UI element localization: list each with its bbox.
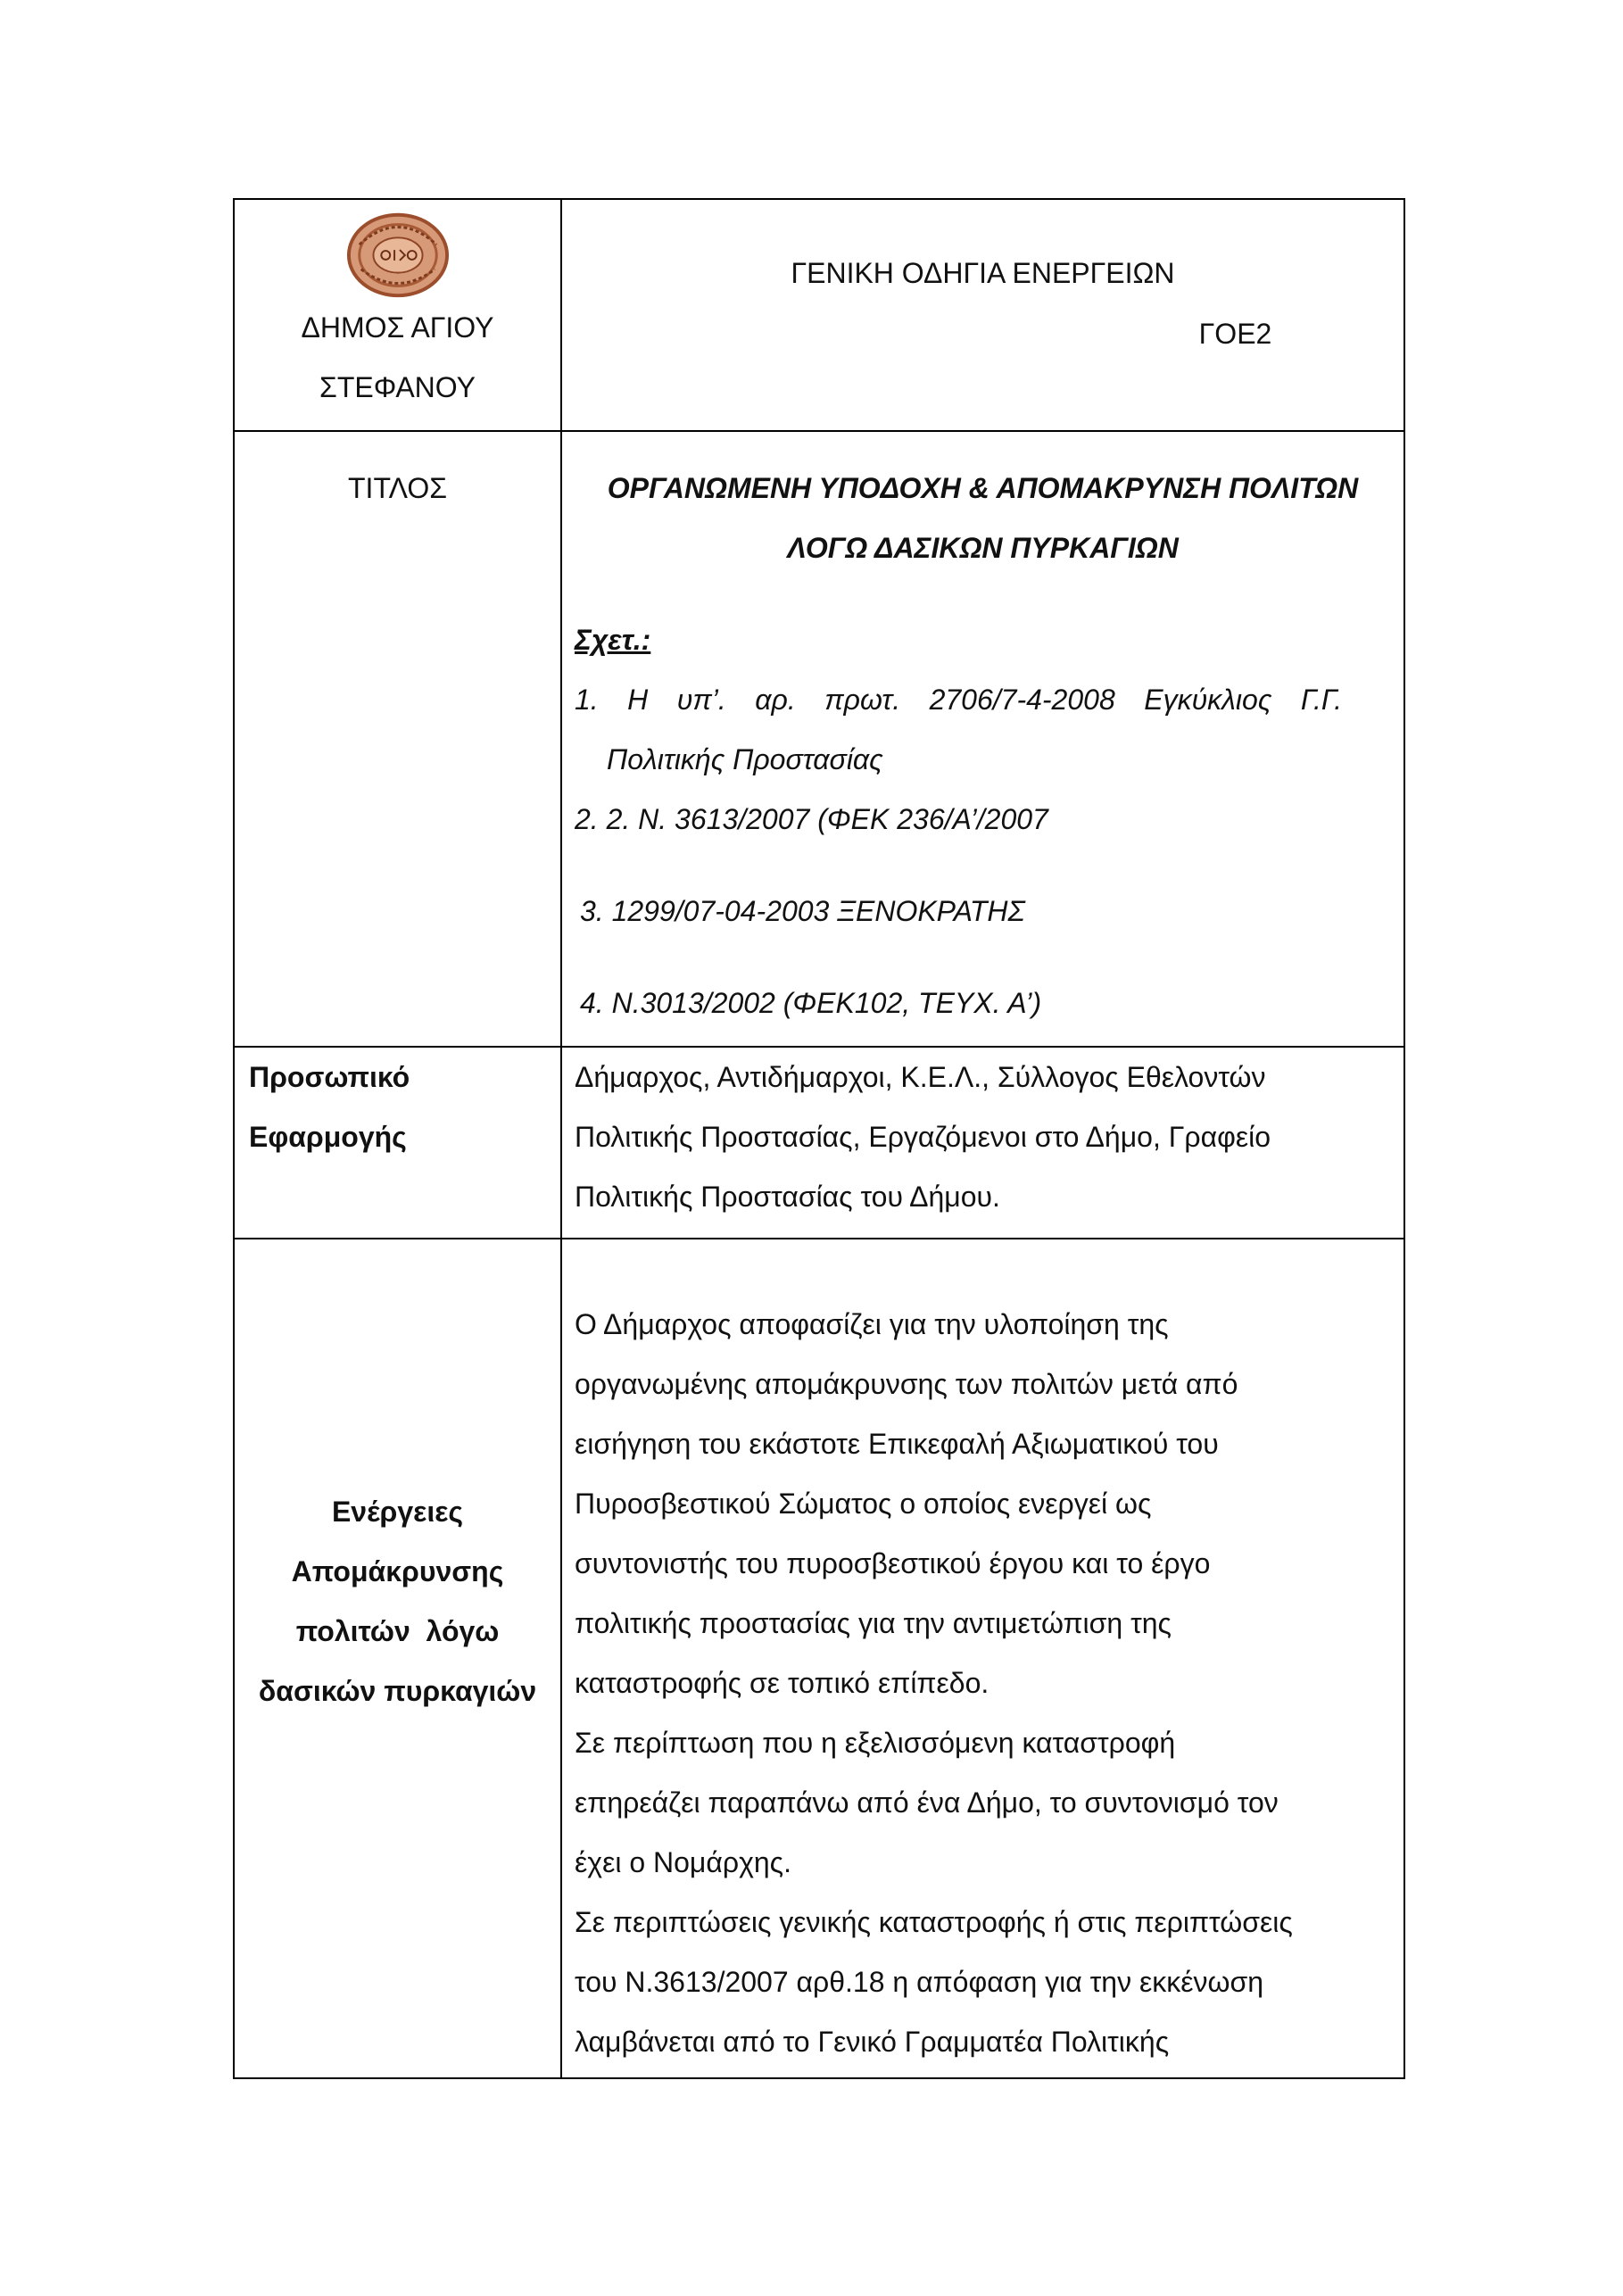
- ref1-num: 1.: [575, 684, 599, 716]
- actions-row: [234, 1239, 1404, 2078]
- actions-line: οργανωμένης απομάκρυνσης των πολιτών μετά από: [575, 1368, 1238, 1400]
- actions-line: Σε περίπτωση που η εξελισσόμενη καταστροφή: [575, 1727, 1176, 1759]
- title-content-cell: [561, 431, 1404, 1047]
- personnel-line: Δήμαρχος, Αντιδήμαρχοι, Κ.Ε.Λ., Σύλλογος Εθελοντών: [575, 1061, 1266, 1093]
- actions-line: Ο Δήμαρχος αποφασίζει για την υλοποίηση της: [575, 1308, 1169, 1340]
- actions-line: επηρεάζει παραπάνω από ένα Δήμο, το συντονισμό τον: [575, 1786, 1279, 1819]
- actions-line: Σε περιπτώσεις γενικής καταστροφής ή στις περιπτώσεις: [575, 1906, 1293, 1938]
- personnel-label-cell: [234, 1047, 561, 1239]
- title-label-cell: [234, 431, 561, 1047]
- title-line1: ΟΡΓΑΝΩΜΕΝΗ ΥΠΟΔΟΧΗ & ΑΠΟΜΑΚΡΥΝΣΗ ΠΟΛΙΤΩΝ: [607, 472, 1359, 504]
- references-heading: Σχετ.:: [575, 624, 651, 656]
- personnel-line: Πολιτικής Προστασίας, Εργαζόμενοι στο Δήμο, Γραφείο: [575, 1121, 1271, 1153]
- personnel-label-line1: Προσωπικό: [249, 1061, 410, 1093]
- reference-1: [575, 670, 1342, 730]
- actions-label-line: Ενέργειες: [331, 1496, 464, 1528]
- title-row: [234, 431, 1404, 1047]
- municipality-cell: [234, 199, 561, 431]
- doc-type-title: ΓΕΝΙΚΗ ΟΔΗΓΙΑ ΕΝΕΡΓΕΙΩΝ: [791, 257, 1175, 289]
- actions-line: λαμβάνεται από το Γενικό Γραμματέα Πολιτικής: [575, 2026, 1170, 2058]
- reference-3: 3. 1299/07-04-2003 ΞΕΝΟΚΡΑΤΗΣ: [580, 895, 1025, 927]
- ref1-word: Η: [627, 684, 649, 716]
- actions-label-cell: [234, 1239, 561, 2078]
- actions-line: καταστροφής σε τοπικό επίπεδο.: [575, 1667, 990, 1699]
- reference-1-continued: Πολιτικής Προστασίας: [607, 743, 883, 775]
- title-line2: ΛΟΓΩ ΔΑΣΙΚΩΝ ΠΥΡΚΑΓΙΩΝ: [787, 532, 1179, 564]
- actions-line: Πυροσβεστικού Σώματος ο οποίος ενεργεί ως: [575, 1488, 1152, 1520]
- personnel-label-line2: Εφαρμογής: [249, 1121, 407, 1153]
- document-table: [233, 198, 1405, 2079]
- title-label: ΤΙΤΛΟΣ: [348, 472, 447, 504]
- reference-2: 2. 2. Ν. 3613/2007 (ΦΕΚ 236/Α’/2007: [575, 803, 1048, 835]
- ref1-word: πρωτ.: [824, 684, 901, 716]
- doc-type-cell: [561, 199, 1404, 431]
- actions-line: εισήγηση του εκάστοτε Επικεφαλή Αξιωματικού του: [575, 1428, 1219, 1460]
- municipal-seal-icon: [345, 209, 451, 298]
- municipality-name-line1: ΔΗΜΟΣ ΑΓΙΟΥ: [301, 311, 494, 344]
- doc-code: ΓΟΕ2: [1198, 318, 1272, 350]
- actions-line: συντονιστής του πυροσβεστικού έργου και το έργο: [575, 1547, 1211, 1579]
- actions-line: πολιτικής προστασίας για την αντιμετώπιση της: [575, 1607, 1172, 1639]
- actions-line: του Ν.3613/2007 αρθ.18 η απόφαση για την εκκένωση: [575, 1966, 1264, 1998]
- ref1-word: 2706/7-4-2008: [929, 684, 1115, 716]
- actions-label-line: πολιτών λόγω: [295, 1615, 500, 1647]
- ref1-word: υπ’.: [676, 684, 726, 716]
- ref1-word: Εγκύκλιος: [1144, 684, 1272, 716]
- actions-content-cell: [561, 1239, 1404, 2078]
- header-row: [234, 199, 1404, 431]
- ref1-word: αρ.: [755, 684, 796, 716]
- personnel-content-cell: [561, 1047, 1404, 1239]
- actions-label-line: Απομάκρυνσης: [291, 1555, 504, 1587]
- actions-label-line: δασικών πυρκαγιών: [258, 1675, 537, 1707]
- reference-4: 4. Ν.3013/2002 (ΦΕΚ102, ΤΕΥΧ. Α’): [580, 987, 1042, 1019]
- personnel-row: [234, 1047, 1404, 1239]
- municipality-name-line2: ΣΤΕΦΑΝΟΥ: [319, 371, 476, 403]
- personnel-line: Πολιτικής Προστασίας του Δήμου.: [575, 1181, 1000, 1213]
- actions-line: έχει ο Νομάρχης.: [575, 1846, 791, 1878]
- ref1-word: Γ.Γ.: [1300, 684, 1342, 716]
